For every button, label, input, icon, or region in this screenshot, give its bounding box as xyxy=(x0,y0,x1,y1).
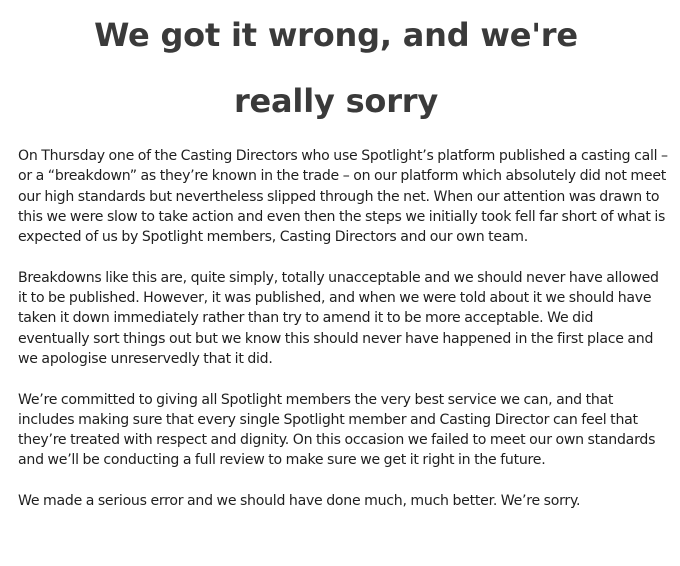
paragraph-4: We made a serious error and we should have done much, much better. We’re sorry. xyxy=(18,493,581,510)
statement-body xyxy=(18,146,668,532)
title-line-2: really sorry xyxy=(233,82,439,120)
paragraph-3: We’re committed to giving all Spotlight members the very best service we can, and that includes making sure that every single Spotlight member and Casting Director can feel that they’re treated with respect and dignity. On this occasion we failed to meet our own standards and we’ll be conducting a full review to make sure we get it right in the future. xyxy=(18,391,656,469)
paragraph-1: On Thursday one of the Casting Directors who use Spotlight’s platform published a casting call – or a “breakdown” as they’re known in the trade – on our platform which absolutely did not meet our high standards but nevertheless slipped through the net. When our attention was drawn to this we were slow to take action and even then the steps we initially took fell far short of what is expected of us by Spotlight members, Casting Directors and our own team. xyxy=(18,148,668,246)
page-title xyxy=(0,2,672,134)
paragraph-2: Breakdowns like this are, quite simply, totally unacceptable and we should never have allowed it to be published. However, it was published, and when we were told about it we should have taken it down immediately rather than try to amend it to be more acceptable. We did eventually sort things out but we know this should never have happened in the first place and we apologise unreservedly that it did. xyxy=(18,269,659,367)
title-line-1: We got it wrong, and we're xyxy=(94,16,578,54)
